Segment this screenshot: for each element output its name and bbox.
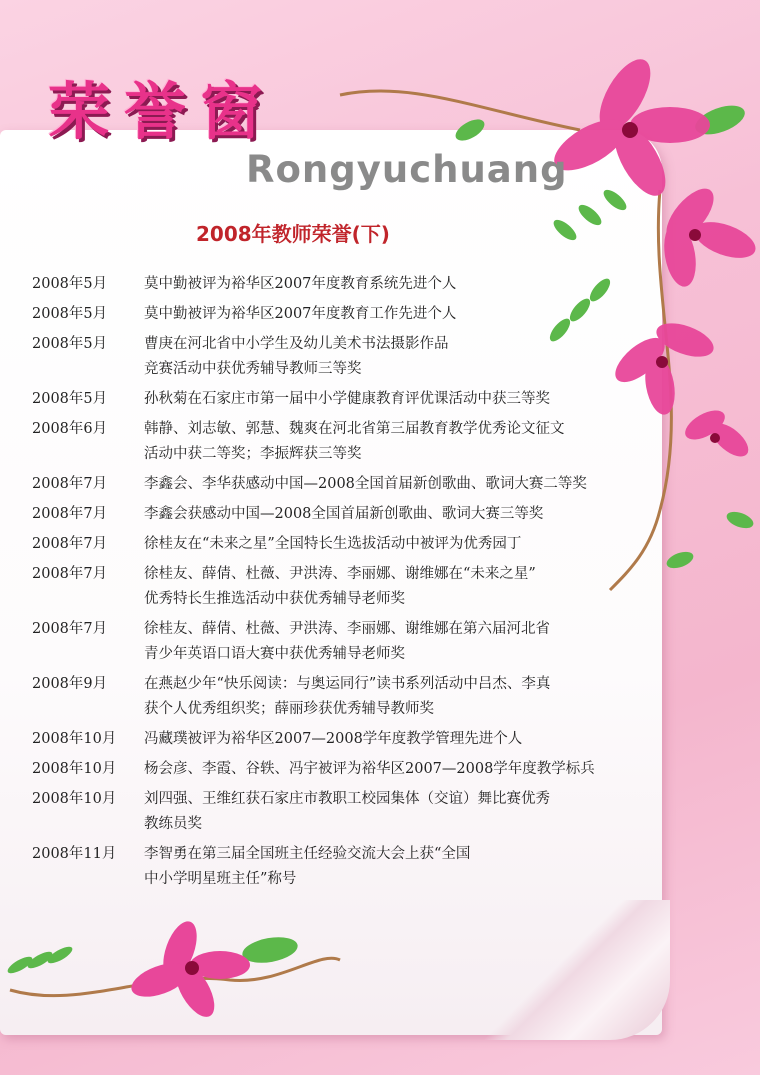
entry-date: 2008年6月	[32, 421, 108, 437]
honor-entry	[0, 502, 660, 527]
entry-description	[144, 472, 654, 497]
honor-entry	[0, 787, 660, 837]
logo-title: 荣誉窗	[48, 75, 277, 148]
entry-date: 2008年10月	[32, 791, 117, 807]
entry-line: 李鑫会、李华获感动中国—2008全国首届新创歌曲、歌词大赛二等奖	[144, 476, 587, 492]
entry-date: 2008年5月	[32, 276, 108, 292]
entry-line: 优秀特长生推选活动中获优秀辅导老师奖	[144, 591, 405, 607]
entry-line: 莫中勤被评为裕华区2007年度教育系统先进个人	[144, 276, 457, 292]
entry-description	[144, 417, 654, 467]
entry-description	[144, 532, 654, 557]
honor-entry	[0, 302, 660, 327]
entry-line: 竞赛活动中获优秀辅导教师三等奖	[144, 361, 362, 377]
entry-line: 冯藏璞被评为裕华区2007—2008学年度教学管理先进个人	[144, 731, 523, 747]
entry-date: 2008年7月	[32, 536, 108, 552]
honor-entry	[0, 672, 660, 722]
entry-description	[144, 302, 654, 327]
entry-description	[144, 387, 654, 412]
honor-entry	[0, 472, 660, 497]
entry-line: 徐桂友、薛倩、杜薇、尹洪涛、李丽娜、谢维娜在“未来之星”	[144, 566, 536, 582]
entry-line: 韩静、刘志敏、郭慧、魏爽在河北省第三届教育教学优秀论文征文	[144, 421, 565, 437]
entry-line: 青少年英语口语大赛中获优秀辅导老师奖	[144, 646, 405, 662]
entry-description	[144, 502, 654, 527]
entry-line: 莫中勤被评为裕华区2007年度教育工作先进个人	[144, 306, 457, 322]
entry-line: 徐桂友在“未来之星”全国特长生选拔活动中被评为优秀园丁	[144, 536, 522, 552]
honor-entry	[0, 842, 660, 892]
entry-line: 教练员奖	[144, 816, 202, 832]
entry-date: 2008年11月	[32, 846, 117, 862]
entry-line: 在燕赵少年“快乐阅读：与奥运同行”读书系列活动中吕杰、李真	[144, 676, 551, 692]
entry-date: 2008年9月	[32, 676, 108, 692]
entry-date: 2008年7月	[32, 476, 108, 492]
entry-line: 孙秋菊在石家庄市第一届中小学健康教育评优课活动中获三等奖	[144, 391, 550, 407]
page-heading: 2008年教师荣誉(下)	[196, 222, 390, 246]
honor-entry	[0, 727, 660, 752]
entry-line: 李智勇在第三届全国班主任经验交流大会上获“全国	[144, 846, 471, 862]
entry-date: 2008年7月	[32, 566, 108, 582]
entry-description	[144, 757, 654, 782]
entry-date: 2008年5月	[32, 306, 108, 322]
honor-entry	[0, 757, 660, 782]
entry-date: 2008年7月	[32, 621, 108, 637]
entry-description	[144, 332, 654, 382]
honor-entry	[0, 562, 660, 612]
bottom-flower-decoration	[0, 920, 360, 1030]
entry-description	[144, 787, 654, 837]
entry-line: 刘四强、王维红获石家庄市教职工校园集体（交谊）舞比赛优秀	[144, 791, 550, 807]
entry-date: 2008年10月	[32, 731, 117, 747]
honor-entry	[0, 272, 660, 297]
entry-date: 2008年5月	[32, 336, 108, 352]
entry-date: 2008年7月	[32, 506, 108, 522]
entry-description	[144, 562, 654, 612]
entry-description	[144, 672, 654, 722]
entry-line: 活动中获二等奖；李振辉获三等奖	[144, 446, 362, 462]
logo-subtitle: Rongyuchuang	[246, 148, 568, 191]
honor-entry	[0, 332, 660, 382]
entry-description	[144, 272, 654, 297]
paper-curl	[470, 900, 670, 1040]
entry-description	[144, 727, 654, 752]
entry-description	[144, 842, 654, 892]
honor-entry	[0, 532, 660, 557]
honor-list	[0, 272, 660, 897]
entry-line: 获个人优秀组织奖；薛丽珍获优秀辅导教师奖	[144, 701, 434, 717]
entry-line: 徐桂友、薛倩、杜薇、尹洪涛、李丽娜、谢维娜在第六届河北省	[144, 621, 550, 637]
entry-line: 曹庚在河北省中小学生及幼儿美术书法摄影作品	[144, 336, 449, 352]
entry-date: 2008年10月	[32, 761, 117, 777]
entry-line: 李鑫会获感动中国—2008全国首届新创歌曲、歌词大赛三等奖	[144, 506, 544, 522]
entry-line: 杨会彦、李霞、谷轶、冯宇被评为裕华区2007—2008学年度教学标兵	[144, 761, 595, 777]
honor-entry	[0, 387, 660, 412]
honor-entry	[0, 617, 660, 667]
entry-description	[144, 617, 654, 667]
honor-entry	[0, 417, 660, 467]
entry-date: 2008年5月	[32, 391, 108, 407]
entry-line: 中小学明星班主任”称号	[144, 871, 297, 887]
